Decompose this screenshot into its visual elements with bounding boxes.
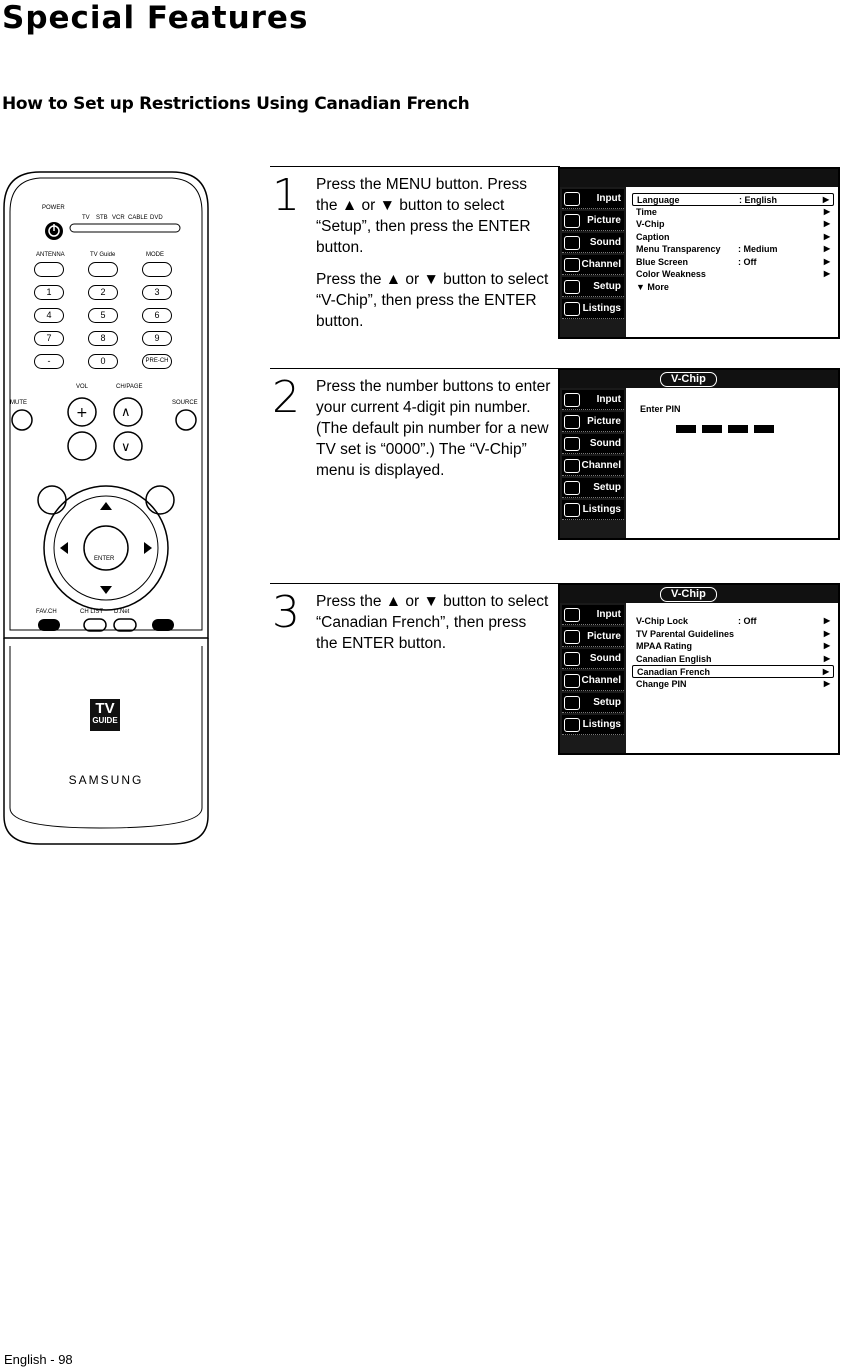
- setup-icon: [564, 280, 580, 294]
- osd-row-value: : Off: [738, 616, 757, 626]
- setup-icon: [564, 696, 580, 710]
- digit-9-button: 9: [142, 331, 172, 346]
- step-number: 1: [272, 170, 300, 221]
- step-number: 3: [272, 587, 300, 638]
- chevron-right-icon: ▶: [823, 206, 830, 216]
- osd-row-label: Change PIN: [636, 678, 687, 689]
- remote-label-dnet: D.Net: [114, 609, 130, 615]
- sound-icon: [564, 236, 580, 250]
- remote-label-cable: CABLE: [128, 215, 148, 221]
- tvguide-logo-tv: TV: [95, 700, 115, 717]
- osd-title: V-Chip: [660, 587, 717, 602]
- remote-label-source: SOURCE: [172, 400, 198, 406]
- page-footer: English - 98: [4, 1352, 73, 1367]
- digit-8-button: 8: [88, 331, 118, 346]
- tvguide-logo-guide: GUIDE: [92, 716, 118, 725]
- osd-side-setup: [562, 478, 624, 498]
- remote-label-favch: FAV.CH: [36, 609, 57, 615]
- osd-row-language: [632, 193, 834, 206]
- osd-row-label: Color Weakness: [636, 269, 706, 279]
- digit-4-button: 4: [34, 308, 64, 323]
- picture-icon: [564, 415, 580, 429]
- step-3: [270, 583, 840, 759]
- osd-row-tv-parental-guidelines: [632, 628, 834, 641]
- step-paragraph: Press the ▲ or ▼ button to select “V-Chip”, then press the ENTER button.: [316, 271, 549, 330]
- osd-title: V-Chip: [660, 372, 717, 387]
- osd-title-bar: [560, 169, 838, 187]
- osd-row-label: TV Parental Guidelines: [636, 628, 735, 639]
- remote-label-dvd: DVD: [150, 215, 163, 221]
- dash-button: -: [34, 354, 64, 369]
- step-paragraph: Press the number buttons to enter your current 4-digit pin number. (The default pin number for a new TV set is “0000”.) The “V-Chip” menu is displayed.: [316, 378, 551, 479]
- digit-3-button: 3: [142, 285, 172, 300]
- osd-row-value: : Medium: [738, 244, 778, 254]
- osd-row-value: : Off: [738, 256, 757, 267]
- osd-row-vchip-lock: [632, 615, 834, 628]
- step-divider: [270, 368, 560, 369]
- step-divider: [270, 583, 560, 584]
- osd-vchip-menu: [558, 583, 840, 755]
- osd-row-caption: [632, 231, 834, 244]
- osd-side-channel: [562, 456, 624, 476]
- picture-icon: [564, 214, 580, 228]
- step-instructions: [316, 376, 552, 492]
- listings-icon: [564, 718, 580, 732]
- osd-row-vchip: [632, 218, 834, 231]
- step-2: [270, 368, 840, 544]
- osd-row-label: V-Chip Lock: [636, 616, 689, 626]
- listings-icon: [564, 302, 580, 316]
- osd-side-listings: [562, 299, 624, 319]
- osd-side-label: Picture: [587, 416, 621, 427]
- remote-label-chlist: CH LIST: [80, 609, 104, 615]
- osd-side-sound: [562, 649, 624, 669]
- step-instructions: [316, 174, 552, 343]
- osd-side-label: Setup: [593, 482, 621, 493]
- osd-side-label: Input: [596, 394, 621, 405]
- osd-side-label: Sound: [589, 653, 621, 664]
- page-title: Special Features: [2, 0, 309, 36]
- digit-1-button: 1: [34, 285, 64, 300]
- input-icon: [564, 393, 580, 407]
- osd-side-picture: [562, 211, 624, 231]
- tvguide-button: [88, 262, 118, 277]
- chevron-right-icon: ▶: [823, 653, 830, 663]
- remote-label-vcr: VCR: [112, 215, 125, 221]
- picture-icon: [564, 630, 580, 644]
- osd-side-label: Input: [596, 193, 621, 204]
- osd-row-label: Time: [636, 206, 657, 217]
- channel-icon: [564, 674, 580, 688]
- antenna-button: [34, 262, 64, 277]
- pin-digit-box: [754, 425, 774, 433]
- step-number: 2: [272, 372, 300, 423]
- remote-label-antenna: ANTENNA: [36, 252, 65, 258]
- remote-label-mode: MODE: [146, 252, 164, 258]
- remote-label-vol: VOL: [76, 384, 89, 390]
- osd-side-channel: [562, 671, 624, 691]
- chevron-right-icon: ▶: [823, 641, 830, 650]
- remote-label-enter: ENTER: [94, 556, 115, 562]
- osd-side-label: Listings: [582, 719, 621, 730]
- osd-row-mpaa-rating: [632, 640, 834, 653]
- chevron-right-icon: ▶: [822, 195, 829, 204]
- pin-digit-box: [728, 425, 748, 433]
- osd-row-label: Caption: [636, 231, 670, 242]
- listings-icon: [564, 503, 580, 517]
- remote-control-illustration: [0, 168, 212, 848]
- osd-side-label: Input: [596, 609, 621, 620]
- osd-menu-list: [632, 193, 834, 293]
- chevron-right-icon: ▶: [823, 256, 830, 266]
- osd-side-channel: [562, 255, 624, 275]
- osd-side-label: Listings: [582, 303, 621, 314]
- pin-prompt: Enter PIN: [640, 404, 681, 414]
- osd-side-label: Sound: [589, 438, 621, 449]
- osd-row-value: : English: [739, 195, 777, 205]
- osd-row-color-weakness: [632, 268, 834, 281]
- osd-side-label: Setup: [593, 281, 621, 292]
- tvguide-logo: [90, 699, 120, 731]
- osd-side-label: Channel: [581, 675, 621, 686]
- chevron-right-icon: ▶: [823, 219, 830, 228]
- osd-row-label: V-Chip: [636, 219, 665, 229]
- osd-title-bar: [560, 370, 838, 388]
- osd-row-canadian-french: [632, 665, 834, 678]
- osd-side-label: Setup: [593, 697, 621, 708]
- remote-label-power: POWER: [42, 205, 65, 211]
- osd-side-picture: [562, 627, 624, 647]
- osd-side-setup: [562, 277, 624, 297]
- chevron-right-icon: ▶: [823, 244, 830, 253]
- pin-entry-boxes: [676, 420, 780, 438]
- remote-label-ch: CH/PAGE: [116, 384, 143, 390]
- channel-icon: [564, 459, 580, 473]
- remote-label-tvguide: TV Guide: [90, 252, 116, 258]
- pin-digit-box: [702, 425, 722, 433]
- digit-6-button: 6: [142, 308, 172, 323]
- digit-2-button: 2: [88, 285, 118, 300]
- osd-row-label: Language: [637, 195, 680, 205]
- osd-sidebar: [560, 187, 626, 337]
- input-icon: [564, 608, 580, 622]
- osd-sidebar: [560, 603, 626, 753]
- remote-label-tv: TV: [82, 215, 90, 221]
- chevron-right-icon: ▶: [823, 616, 830, 625]
- step-instructions: [316, 591, 552, 665]
- osd-side-label: Picture: [587, 215, 621, 226]
- remote-label-mute: MUTE: [10, 400, 27, 406]
- osd-side-sound: [562, 434, 624, 454]
- chevron-right-icon: ▶: [823, 678, 830, 688]
- section-title: How to Set up Restrictions Using Canadian French: [2, 94, 470, 114]
- osd-side-picture: [562, 412, 624, 432]
- setup-icon: [564, 481, 580, 495]
- sound-icon: [564, 437, 580, 451]
- osd-side-input: [562, 390, 624, 410]
- chevron-right-icon: ▶: [823, 628, 830, 638]
- remote-label-stb: STB: [96, 215, 108, 221]
- osd-row-blue-screen: [632, 256, 834, 269]
- digit-5-button: 5: [88, 308, 118, 323]
- osd-row-more: [632, 281, 834, 294]
- osd-sidebar: [560, 388, 626, 538]
- step-paragraph: Press the ▲ or ▼ button to select “Canadian French”, then press the ENTER button.: [316, 593, 549, 652]
- chevron-right-icon: ▶: [823, 269, 830, 278]
- prech-button: PRE-CH: [142, 354, 172, 369]
- channel-icon: [564, 258, 580, 272]
- osd-side-label: Listings: [582, 504, 621, 515]
- pin-digit-box: [676, 425, 696, 433]
- osd-bottom-bar: [632, 735, 834, 749]
- osd-vchip-pin: [558, 368, 840, 540]
- chevron-right-icon: ▶: [822, 667, 829, 676]
- osd-side-listings: [562, 500, 624, 520]
- osd-side-setup: [562, 693, 624, 713]
- chevron-right-icon: ▶: [823, 231, 830, 241]
- osd-row-label: Canadian French: [637, 667, 711, 677]
- osd-side-label: Channel: [581, 460, 621, 471]
- osd-menu-list: [632, 615, 834, 690]
- osd-bottom-bar: [632, 520, 834, 534]
- samsung-logo: SAMSUNG: [68, 773, 144, 787]
- osd-row-label: Menu Transparency: [636, 244, 721, 254]
- osd-side-input: [562, 605, 624, 625]
- osd-row-change-pin: [632, 678, 834, 691]
- osd-row-label: MPAA Rating: [636, 641, 692, 651]
- svg-text:∧: ∧: [121, 405, 131, 420]
- osd-title-bar: [560, 585, 838, 603]
- osd-row-time: [632, 206, 834, 219]
- step-1: [270, 166, 840, 342]
- digit-0-button: 0: [88, 354, 118, 369]
- svg-text:∨: ∨: [121, 440, 131, 455]
- osd-side-label: Channel: [581, 259, 621, 270]
- osd-row-menu-transparency: [632, 243, 834, 256]
- input-icon: [564, 192, 580, 206]
- osd-side-label: Sound: [589, 237, 621, 248]
- osd-side-input: [562, 189, 624, 209]
- osd-side-label: Picture: [587, 631, 621, 642]
- osd-setup-menu: [558, 167, 840, 339]
- digit-7-button: 7: [34, 331, 64, 346]
- osd-row-label: Blue Screen: [636, 256, 689, 267]
- osd-bottom-bar: [632, 319, 834, 333]
- osd-side-listings: [562, 715, 624, 735]
- osd-row-label: Canadian English: [636, 653, 712, 664]
- osd-row-label: ▼ More: [636, 281, 669, 292]
- mode-button: [142, 262, 172, 277]
- step-divider: [270, 166, 560, 167]
- osd-side-sound: [562, 233, 624, 253]
- svg-text:+: +: [76, 405, 88, 421]
- osd-row-canadian-english: [632, 653, 834, 666]
- step-paragraph: Press the MENU button. Press the ▲ or ▼ button to select “Setup”, then press the ENTER button.: [316, 176, 531, 256]
- sound-icon: [564, 652, 580, 666]
